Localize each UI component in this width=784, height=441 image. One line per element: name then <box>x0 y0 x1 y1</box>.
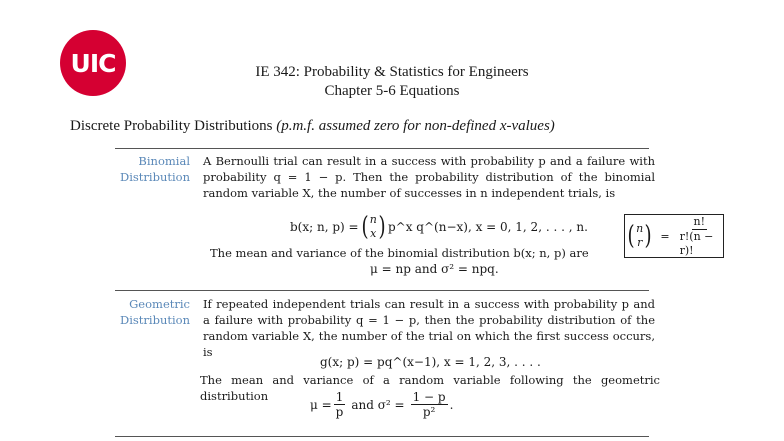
section-title <box>70 118 555 135</box>
geometric-mu-den: p <box>335 405 344 419</box>
course-title: IE 342: Probability & Statistics for Engineers <box>255 64 529 80</box>
geometric-var-fraction <box>411 390 448 419</box>
combination-den: r!(n − r)! <box>679 229 714 257</box>
divider-top <box>115 148 649 149</box>
binomial-mean-eq: μ = np and σ² = npq. <box>370 262 499 276</box>
section-note: (p.m.f. assumed zero for non-defined x-values) <box>276 118 555 134</box>
geometric-var-den: p² <box>422 405 436 419</box>
geometric-paragraph: If repeated independent trials can result in a success with probability p and a failure with probability q = 1 − p, then the probability distribution of the random variable X, the number of the trial on which the first success occurs, is <box>203 297 655 359</box>
geometric-and-text: and σ² = <box>351 397 405 412</box>
section-heading: Discrete Probability Distributions <box>70 118 273 134</box>
combination-num: n! <box>693 214 706 228</box>
geometric-mean-eq <box>310 390 453 419</box>
binomial-label <box>112 153 190 185</box>
geometric-label-line2: Distribution <box>120 313 190 327</box>
divider-middle <box>115 290 649 291</box>
logo-text: UIC <box>70 48 116 78</box>
combination-equals: = <box>660 229 670 243</box>
geometric-mu-num: 1 <box>335 390 344 404</box>
combination-formula-box <box>624 214 724 258</box>
binomial-label-line2: Distribution <box>120 170 190 184</box>
binomial-eq-lhs: b(x; n, p) = <box>290 220 359 234</box>
combination-fraction <box>678 215 721 258</box>
geometric-equation: g(x; p) = pq^(x−1), x = 1, 2, 3, . . . . <box>320 355 541 369</box>
geometric-mean-text: The mean and variance of a random variable following the geometric distribution <box>200 373 660 403</box>
binomial-eq-rhs: p^x q^(n−x), x = 0, 1, 2, . . . , n. <box>387 220 588 234</box>
geometric-end: . <box>449 397 454 412</box>
geometric-var-num: 1 − p <box>412 390 446 404</box>
binomial-equation <box>290 213 588 241</box>
geometric-label <box>112 296 190 328</box>
chapter-subtitle: Chapter 5-6 Equations <box>324 83 460 99</box>
divider-bottom <box>115 436 649 437</box>
geometric-mu-label: μ = <box>310 397 332 412</box>
binomial-coefficient: ( n x ) <box>361 212 386 242</box>
geometric-label-line1: Geometric <box>129 297 190 311</box>
document-header <box>0 63 784 101</box>
binomial-label-line1: Binomial <box>138 154 190 168</box>
binomial-mean-text: The mean and variance of the binomial distribution b(x; n, p) are <box>210 246 589 260</box>
binomial-paragraph: A Bernoulli trial can result in a success with probability p and a failure with probability q = 1 − p. Then the probability distribution of the binomial random variable X, the number of successes in n independent trials, is <box>203 154 655 200</box>
combination-symbol: ( n r ) <box>627 221 652 251</box>
geometric-mu-fraction <box>334 390 346 419</box>
